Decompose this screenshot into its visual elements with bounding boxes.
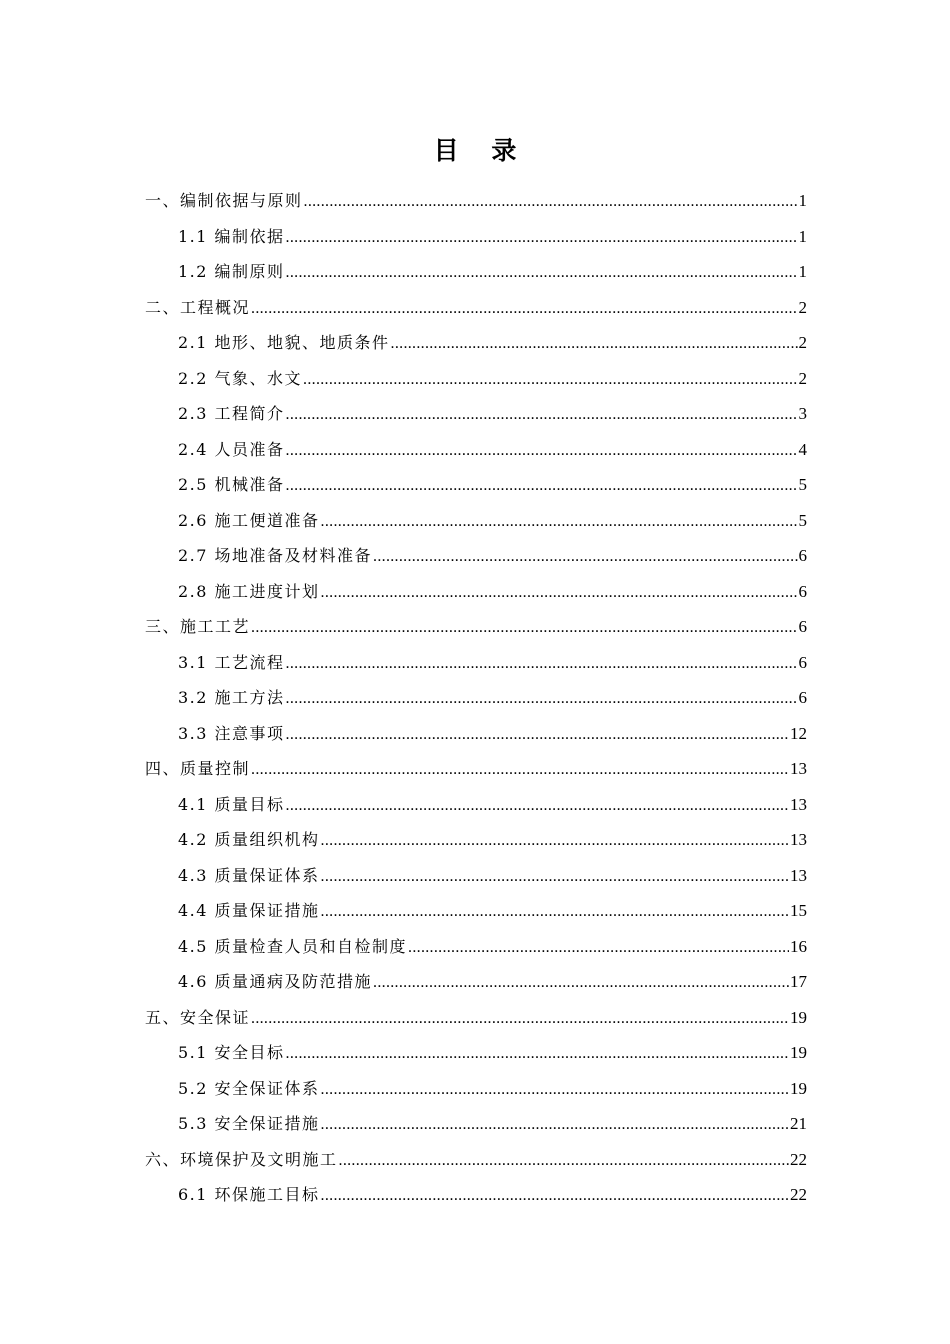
toc-dot-leader	[408, 929, 789, 966]
toc-entry-title: 5.2 安全保证体系	[178, 1078, 320, 1098]
toc-entry-title: 2.3 工程简介	[178, 404, 285, 423]
toc-dot-leader	[321, 858, 789, 895]
toc-entry-title: 6.1 环保施工目标	[178, 1185, 320, 1204]
toc-section-entry[interactable]	[145, 361, 807, 397]
toc-section-entry[interactable]	[145, 787, 807, 823]
toc-chapter-entry[interactable]	[145, 609, 807, 645]
toc-dot-leader	[321, 822, 789, 859]
toc-entry-title: 三、施工工艺	[145, 617, 251, 636]
toc-section-entry[interactable]	[145, 858, 807, 894]
toc-chapter-entry[interactable]	[145, 751, 807, 787]
toc-dot-leader	[321, 574, 798, 611]
toc-dot-leader	[391, 325, 798, 362]
toc-page-number: 13	[790, 865, 807, 885]
toc-page-number: 15	[790, 901, 807, 920]
toc-entry-title: 4.1 质量目标	[178, 794, 285, 814]
toc-dot-leader	[286, 432, 798, 469]
toc-entry-title: 二、工程概况	[145, 297, 251, 317]
toc-page-number: 19	[790, 1043, 807, 1062]
toc-section-entry[interactable]	[145, 396, 807, 432]
toc-page-number: 2	[798, 368, 807, 388]
toc-dot-leader	[321, 1071, 789, 1108]
toc-dot-leader	[286, 645, 798, 682]
toc-page-number: 3	[798, 404, 807, 423]
toc-page-number: 19	[790, 1078, 807, 1098]
toc-page-number: 2	[798, 333, 807, 352]
toc-entry-title: 1.2 编制原则	[178, 262, 285, 281]
toc-dot-leader	[373, 538, 797, 575]
toc-entry-title: 一、编制依据与原则	[145, 191, 303, 210]
toc-section-entry[interactable]	[145, 1071, 807, 1107]
toc-dot-leader	[286, 219, 798, 256]
toc-page-number: 16	[790, 936, 807, 956]
toc-entry-title: 1.1 编制依据	[178, 226, 285, 246]
toc-section-entry[interactable]	[145, 432, 807, 468]
toc-dot-leader	[321, 893, 789, 930]
toc-dot-leader	[251, 751, 789, 788]
toc-entry-title: 六、环境保护及文明施工	[145, 1149, 338, 1169]
toc-page-number: 5	[798, 510, 807, 530]
toc-section-entry[interactable]	[145, 1106, 807, 1142]
toc-entry-title: 5.3 安全保证措施	[178, 1114, 320, 1133]
toc-page-number: 5	[798, 475, 807, 494]
toc-dot-leader	[286, 254, 798, 291]
toc-page-number: 22	[790, 1149, 807, 1169]
toc-page-number: 22	[790, 1185, 807, 1204]
toc-entry-title: 4.4 质量保证措施	[178, 901, 320, 920]
toc-dot-leader	[373, 964, 789, 1001]
toc-page-number: 6	[798, 688, 807, 707]
toc-page-number: 1	[798, 262, 807, 281]
toc-chapter-entry[interactable]	[145, 1000, 807, 1036]
toc-page-number: 6	[798, 617, 807, 636]
toc-chapter-entry[interactable]	[145, 183, 807, 219]
toc-entry-title: 3.3 注意事项	[178, 723, 285, 743]
toc-entry-title: 2.6 施工便道准备	[178, 510, 320, 530]
toc-section-entry[interactable]	[145, 538, 807, 574]
toc-entry-title: 2.5 机械准备	[178, 475, 285, 494]
toc-title: 目 录	[433, 136, 529, 165]
toc-dot-leader	[251, 609, 797, 646]
toc-dot-leader	[251, 1000, 789, 1037]
toc-dot-leader	[321, 503, 798, 540]
toc-page-number: 13	[790, 794, 807, 814]
toc-page-number: 6	[798, 546, 807, 565]
toc-page-number: 13	[790, 830, 807, 849]
toc-section-entry[interactable]	[145, 574, 807, 610]
toc-dot-leader	[251, 290, 797, 327]
toc-chapter-entry[interactable]	[145, 1142, 807, 1178]
toc-dot-leader	[339, 1142, 789, 1179]
toc-entry-title: 4.3 质量保证体系	[178, 865, 320, 885]
toc-page-number: 13	[790, 759, 807, 778]
toc-section-entry[interactable]	[145, 680, 807, 716]
toc-page-number: 6	[798, 581, 807, 601]
toc-entry-title: 5.1 安全目标	[178, 1043, 285, 1062]
toc-dot-leader	[321, 1177, 789, 1214]
toc-entry-title: 2.8 施工进度计划	[178, 581, 320, 601]
toc-dot-leader	[321, 1106, 789, 1143]
toc-page-number: 17	[790, 972, 807, 991]
toc-section-entry[interactable]	[145, 716, 807, 752]
toc-entry-title: 3.1 工艺流程	[178, 652, 285, 672]
toc-list	[145, 183, 807, 1213]
toc-section-entry[interactable]	[145, 254, 807, 290]
toc-page-number: 1	[798, 191, 807, 210]
toc-chapter-entry[interactable]	[145, 290, 807, 326]
toc-page-number: 1	[798, 226, 807, 246]
toc-dot-leader	[286, 467, 798, 504]
toc-section-entry[interactable]	[145, 645, 807, 681]
toc-page-number: 2	[798, 297, 807, 317]
toc-dot-leader	[303, 361, 797, 398]
toc-entry-title: 2.7 场地准备及材料准备	[178, 546, 373, 565]
toc-page-number: 4	[798, 439, 807, 459]
toc-dot-leader	[286, 1035, 789, 1072]
toc-section-entry[interactable]	[145, 893, 807, 929]
toc-entry-title: 4.6 质量通病及防范措施	[178, 972, 373, 991]
toc-page-number: 12	[790, 723, 807, 743]
toc-section-entry[interactable]	[145, 325, 807, 361]
toc-section-entry[interactable]	[145, 219, 807, 255]
toc-section-entry[interactable]	[145, 1177, 807, 1213]
toc-section-entry[interactable]	[145, 503, 807, 539]
toc-entry-title: 2.1 地形、地貌、地质条件	[178, 333, 390, 352]
toc-entry-title: 四、质量控制	[145, 759, 251, 778]
toc-page-number: 21	[790, 1114, 807, 1133]
toc-dot-leader	[286, 680, 798, 717]
toc-entry-title: 五、安全保证	[145, 1007, 251, 1027]
toc-entry-title: 2.4 人员准备	[178, 439, 285, 459]
toc-section-entry[interactable]	[145, 929, 807, 965]
toc-entry-title: 3.2 施工方法	[178, 688, 285, 707]
toc-dot-leader	[286, 396, 798, 433]
toc-entry-title: 4.5 质量检查人员和自检制度	[178, 936, 408, 956]
toc-section-entry[interactable]	[145, 467, 807, 503]
toc-entry-title: 4.2 质量组织机构	[178, 830, 320, 849]
toc-section-entry[interactable]	[145, 822, 807, 858]
toc-section-entry[interactable]	[145, 1035, 807, 1071]
toc-dot-leader	[286, 787, 789, 824]
toc-page-number: 19	[790, 1007, 807, 1027]
toc-entry-title: 2.2 气象、水文	[178, 368, 303, 388]
toc-page-number: 6	[798, 652, 807, 672]
toc-section-entry[interactable]	[145, 964, 807, 1000]
toc-dot-leader	[304, 183, 798, 220]
toc-dot-leader	[286, 716, 789, 753]
